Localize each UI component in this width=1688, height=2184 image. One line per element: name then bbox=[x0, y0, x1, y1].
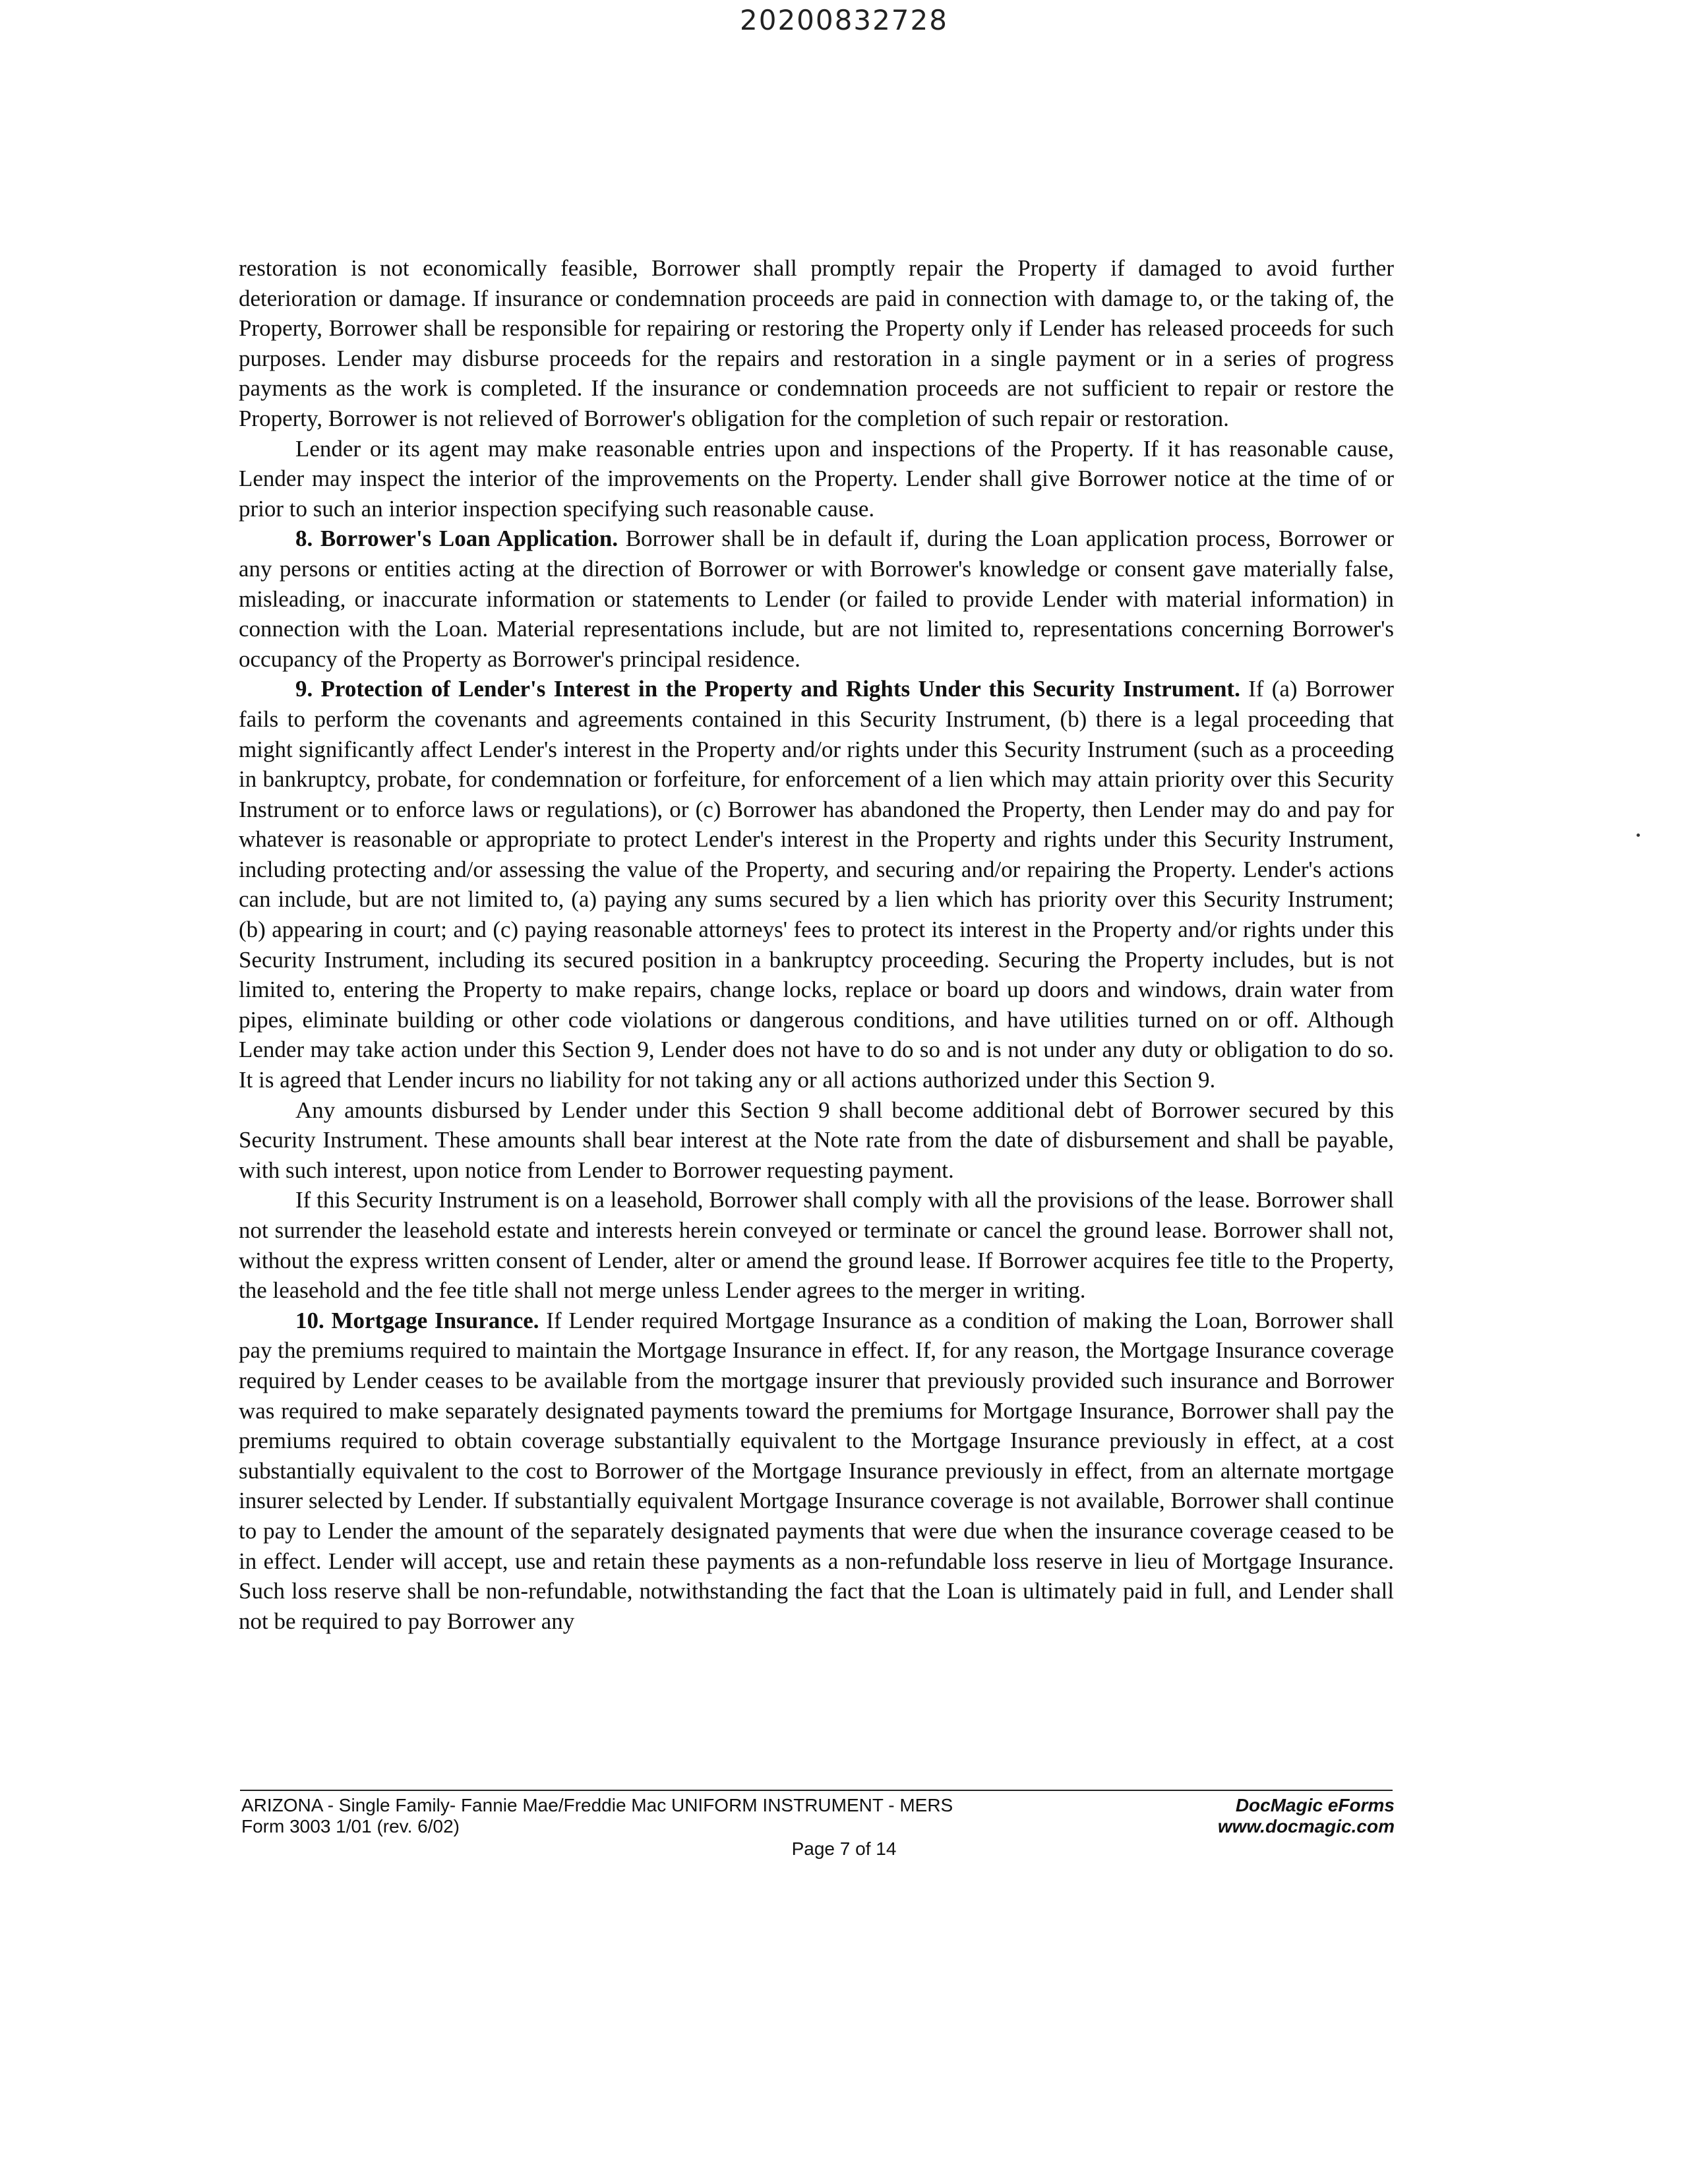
document-body bbox=[239, 253, 1394, 1636]
footer-form-info bbox=[241, 1795, 953, 1837]
section-9-heading: 9. Protection of Lender's Interest in the Property and Rights Under this Security Instrument. bbox=[295, 676, 1240, 702]
footer-brand-info bbox=[1218, 1795, 1395, 1837]
section-8-heading: 8. Borrower's Loan Application. bbox=[295, 526, 618, 552]
paragraph-disbursement: Any amounts disbursed by Lender under this Section 9 shall become additional debt of Borrower secured by this Security Instrument. These amounts shall bear interest at the Note rate from the date of disbursement and shall be payable, with such interest, upon notice from Lender to Borrower requesting payment. bbox=[239, 1097, 1394, 1183]
section-10-text: If Lender required Mortgage Insurance as a condition of making the Loan, Borrower shall pay the premiums required to maintain the Mortgage Insurance in effect. If, for any reason, the Mortgage Insurance coverage required by Lender ceases to be available from the mortgage insurer that previously provided such insurance and Borrower was required to make separately designated payments toward the premiums for Mortgage Insurance, Borrower shall pay the premiums required to obtain coverage substantially equivalent to the Mortgage Insurance previously in effect, at a cost substantially equivalent to the cost to Borrower of the Mortgage Insurance previously in effect, from an alternate mortgage insurer selected by Lender. If substantially equivalent Mortgage Insurance coverage is not available, Borrower shall continue to pay to Lender the amount of the separately designated payments that were due when the insurance coverage ceased to be in effect. Lender will accept, use and retain these payments as a non-refundable loss reserve in lieu of Mortgage Insurance. Such loss reserve shall be non-refundable, notwithstanding the fact that the Loan is ultimately paid in full, and Lender shall not be required to pay Borrower any bbox=[239, 1307, 1394, 1634]
footer-brand: DocMagic eForms bbox=[1235, 1795, 1395, 1815]
paragraph-inspection: Lender or its agent may make reasonable entries upon and inspections of the Property. If it has reasonable cause, Lender may inspect the interior of the improvements on the Property. Lender shall give Borrower notice at the time of or prior to such an interior inspection specifying such reasonable cause. bbox=[239, 435, 1394, 522]
footer-website: www.docmagic.com bbox=[1217, 1816, 1395, 1836]
section-10 bbox=[239, 1306, 1394, 1637]
footer-rule bbox=[240, 1790, 1393, 1791]
page-number: Page 7 of 14 bbox=[791, 1838, 897, 1859]
section-9 bbox=[239, 674, 1394, 1095]
footer-form-title: ARIZONA - Single Family- Fannie Mae/Freddie Mac UNIFORM INSTRUMENT - MERS bbox=[241, 1795, 953, 1815]
scan-speck bbox=[1637, 834, 1640, 837]
section-8 bbox=[239, 524, 1394, 674]
section-10-heading: 10. Mortgage Insurance. bbox=[295, 1307, 539, 1333]
paragraph-leasehold: If this Security Instrument is on a leasehold, Borrower shall comply with all the provisions of the lease. Borrower shall not surrender the leasehold estate and interests herein conveyed or terminate or cancel the ground lease. Borrower shall not, without the express written consent of Lender, alter or amend the ground lease. If Borrower acquires fee title to the Property, the leasehold and the fee title shall not merge unless Lender agrees to the merger in writing. bbox=[239, 1187, 1394, 1304]
recording-number: 20200832728 bbox=[740, 4, 948, 36]
footer-form-number: Form 3003 1/01 (rev. 6/02) bbox=[241, 1816, 460, 1836]
section-9-text: If (a) Borrower fails to perform the covenants and agreements contained in this Security Instrument, (b) there is a legal proceeding that might significantly affect Lender's interest in the Property and/or rights under this Security Instrument (such as a proceeding in bankruptcy, probate, for condemnation or forfeiture, for enforcement of a lien which may attain priority over this Security Instrument or to enforce laws or regulations), or (c) Borrower has abandoned the Property, then Lender may do and pay for whatever is reasonable or appropriate to protect Lender's interest in the Property and rights under this Security Instrument, including protecting and/or assessing the value of the Property, and securing and/or repairing the Property. Lender's actions can include, but are not limited to, (a) paying any sums secured by a lien which has priority over this Security Instrument; (b) appearing in court; and (c) paying reasonable attorneys' fees to protect its interest in the Property and/or rights under this Security Instrument, including its secured position in a bankruptcy proceeding. Securing the Property includes, but is not limited to, entering the Property to make repairs, change locks, replace or board up doors and windows, drain water from pipes, eliminate building or other code violations or dangerous conditions, and have utilities turned on or off. Although Lender may take action under this Section 9, Lender does not have to do so and is not under any duty or obligation to do so. It is agreed that Lender incurs no liability for not taking any or all actions authorized under this Section 9. bbox=[239, 676, 1395, 1093]
section-8-text: Borrower shall be in default if, during the Loan application process, Borrower or any persons or entities acting at the direction of Borrower or with Borrower's knowledge or consent gave materially false, misleading, or inaccurate information or statements to Lender (or failed to provide Lender with material information) in connection with the Loan. Material representations include, but are not limited to, representations concerning Borrower's occupancy of the Property as Borrower's principal residence. bbox=[239, 526, 1394, 672]
paragraph-restoration: restoration is not economically feasible, Borrower shall promptly repair the Property if damaged to avoid further deterioration or damage. If insurance or condemnation proceeds are paid in connection with damage to, or the taking of, the Property, Borrower shall be responsible for repairing or restoring the Property only if Lender has released proceeds for such purposes. Lender may disburse proceeds for the repairs and restoration in a single payment or in a series of progress payments as the work is completed. If the insurance or condemnation proceeds are not sufficient to repair or restore the Property, Borrower is not relieved of Borrower's obligation for the completion of such repair or restoration. bbox=[239, 255, 1394, 431]
